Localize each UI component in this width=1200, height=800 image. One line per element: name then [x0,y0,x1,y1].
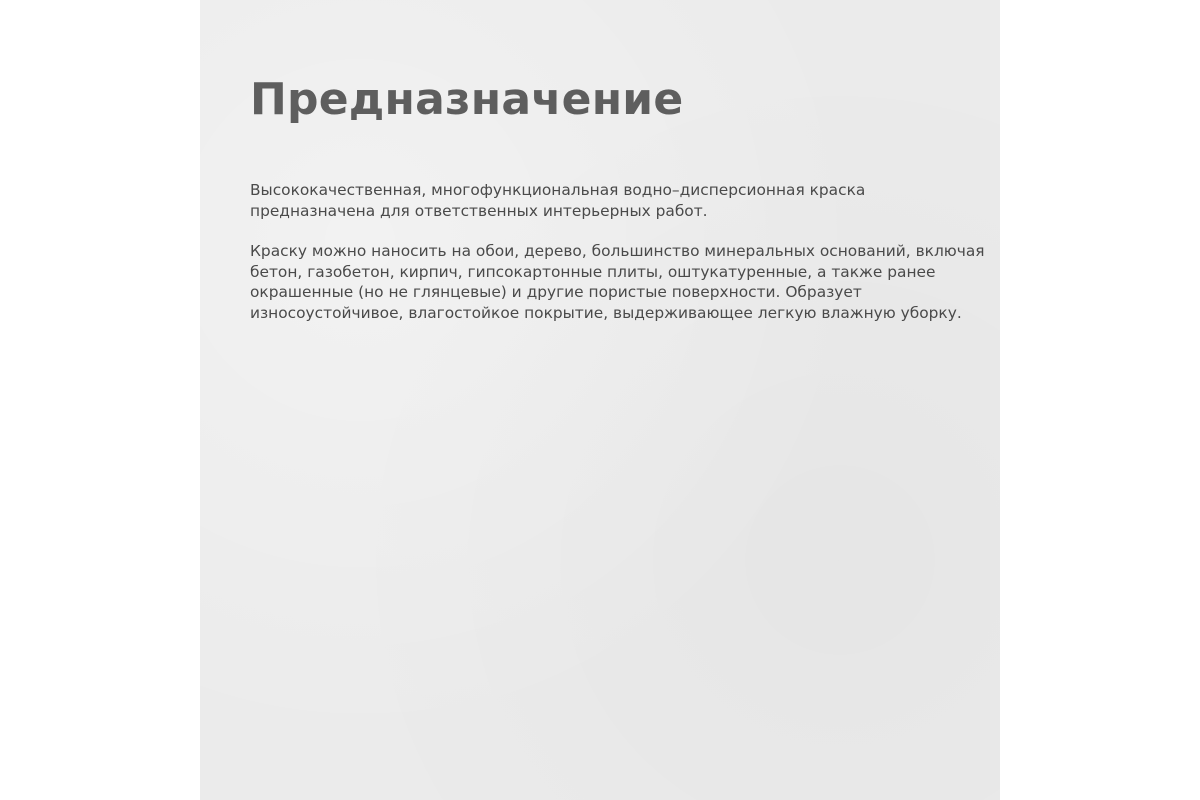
description-paragraph: Высококачественная, многофункциональная водно–дисперсионная краска предназначена для ответственных интерьерных работ. [250,181,866,220]
document-page [200,0,1000,800]
page-title: Предназначение [250,74,684,125]
description-body [250,180,990,343]
application-paragraph: Краску можно наносить на обои, дерево, большинство минеральных оснований, включая бетон, газобетон, кирпич, гипсокартонные плиты, оштукатуренные, а также ранее окрашенные (но не глянцевые) и другие пористые поверхности. Образует износоустойчивое, влагостойкое покрытие, выдерживающее легкую влажную уборку. [250,242,985,322]
